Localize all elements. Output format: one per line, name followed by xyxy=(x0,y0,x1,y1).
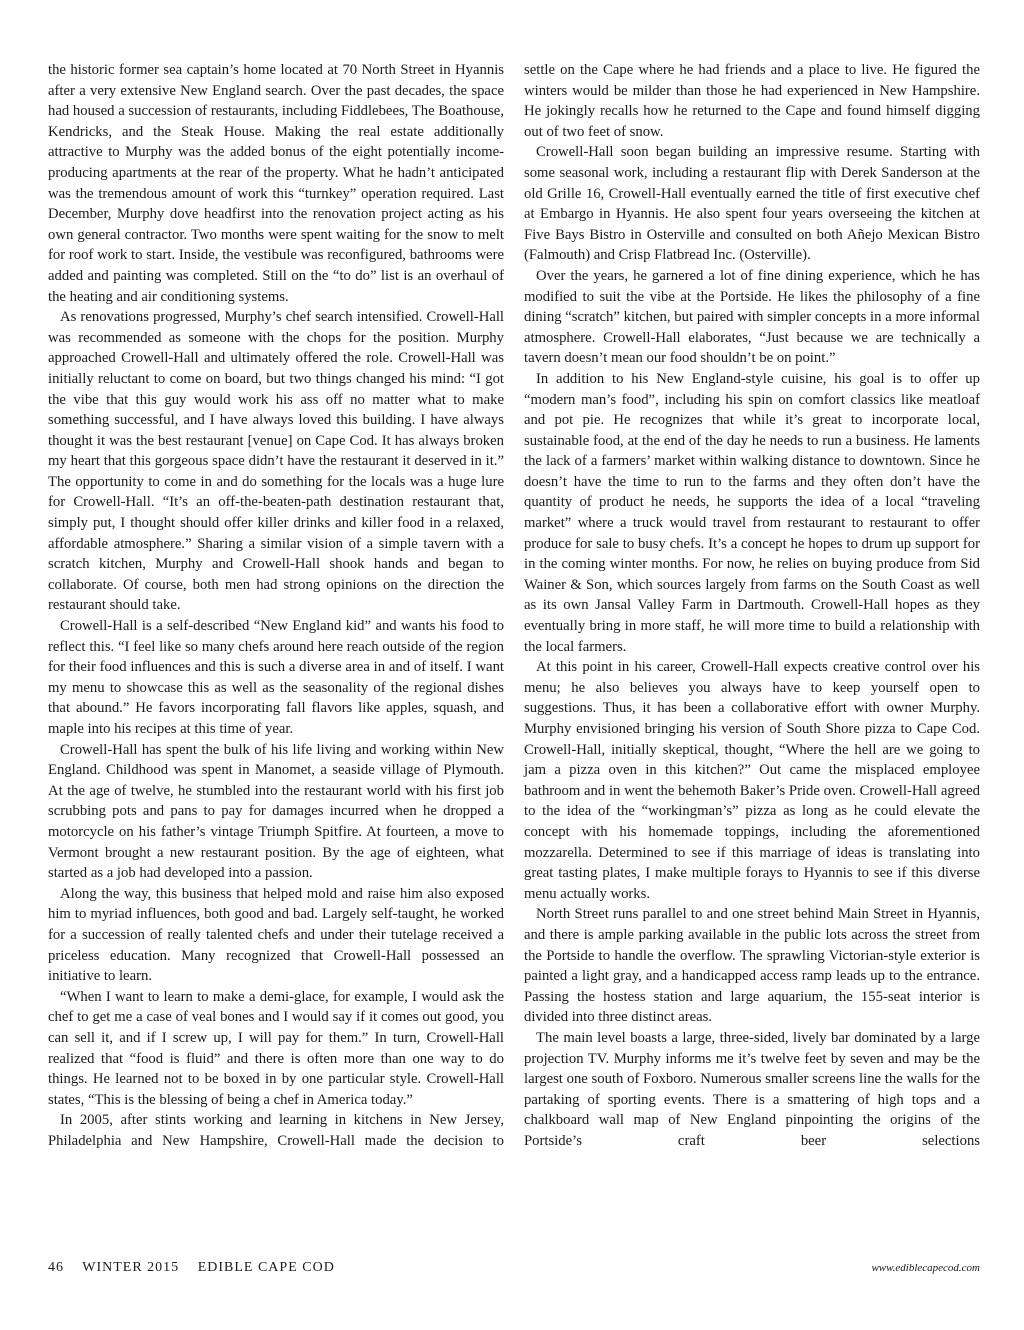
paragraph: In 2005, after stints working and learning in kitchens in New Jersey, Philadelphia and New Hampshire, Crowell-Hall made the decision to xyxy=(48,1112,504,1149)
paragraph: Along the way, this business that helped mold and raise him also exposed him to myriad influences, both good and bad. Largely self-taught, he worked for a succession of really talented chefs and under their tutelage received a priceless education. Many recognized that Crowell-Hall possessed an initiative to learn. xyxy=(48,885,504,985)
paragraph: Crowell-Hall has spent the bulk of his life living and working within New England. Childhood was spent in Manomet, a seaside village of Plymouth. At the age of twelve, he stumbled into the restaurant world with his first job scrubbing pots and pans to pay for damages incurred when he dropped a motorcycle on his father’s vintage Triumph Spitfire. At fourteen, a move to Vermont brought a new restaurant position. By the age of eighteen, what started as a job had developed into a passion. xyxy=(48,741,504,882)
paragraph: At this point in his career, Crowell-Hall expects creative control over his menu; he also believes you always have to keep yourself open to suggestions. Thus, it has been a collaborative effort with owner Murphy. Murphy envisioned bringing his version of South Shore pizza to Cape Cod. Crowell-Hall, initially skeptical, thought, “Where the hell are we going to jam a pizza oven in this kitchen?” Out came the misplaced employee bathroom and in went the behemoth Baker’s Pride oven. Crowell-Hall agreed to the idea of the “workingman’s” pizza as long as he could elevate the concept with his homemade toppings, including the aforementioned mozzarella. Determined to see if this marriage of ideas is translating into great tasting plates, I make multiple forays to Hyannis to see if this diverse menu actually works. xyxy=(524,659,980,902)
paragraph: Crowell-Hall is a self-described “New England kid” and wants his food to reflect this. “I feel like so many chefs around here reach outside of the region for their food influences and this is such a diverse area in and of itself. I want my menu to showcase this as well as the seasonality of the regional dishes that abound.” He favors incorporating fall flavors like apples, squash, and maple into his recipes at this time of year. xyxy=(48,618,504,737)
right-column xyxy=(524,60,980,1260)
paragraph: North Street runs parallel to and one street behind Main Street in Hyannis, and there is ample parking available in the public lots across the street from the Portside to handle the overflow. The sprawling Victorian-style exterior is painted a light gray, and a handicapped access ramp leads up to the entrance. Passing the hostess station and large aquarium, the 155-seat interior is divided into three distinct areas. xyxy=(524,906,980,1026)
paragraph: The main level boasts a large, three-sided, lively bar dominated by a large projection TV. Murphy informs me it’s twelve feet by seven and may be the largest one south of Foxboro. Numerous smaller screens line the walls for the partaking of sporting events. There is a smattering of high tops and a chalkboard wall map of New England pinpointing the origins of the Portside’s craft beer selections xyxy=(524,1029,980,1149)
paragraph: In addition to his New England-style cuisine, his goal is to offer up “modern man’s food”, including his spin on comfort classics like meatloaf and pot pie. He recognizes that while it’s great to incorporate local, sustainable food, at the end of the day he needs to run a business. He laments the lack of a farmers’ market within walking distance to downtown. Since he doesn’t have the time to run to the farms and they often don’t have the quantity of product he needs, he supports the idea of a local “traveling market” where a truck would travel from restaurant to restaurant to offer produce for sale to busy chefs. It’s a concept he hopes to drum up support for in the coming winter months. For now, he relies on buying produce from Sid Wainer & Son, which sources largely from farms on the South Coast as well as its own Jansal Valley Farm in Dartmouth. Crowell-Hall hopes as they eventually bring in more staff, he will more time to build a relationship with the local farmers. xyxy=(524,370,980,655)
issue-label: WINTER 2015 xyxy=(82,1260,180,1275)
publication-name: EDIBLE CAPE COD xyxy=(197,1260,335,1275)
page-number: 46 xyxy=(48,1260,64,1275)
article-body xyxy=(48,60,980,1260)
website-link[interactable]: www.ediblecapecod.com xyxy=(871,1262,980,1274)
page-footer xyxy=(48,1260,980,1280)
paragraph: “When I want to learn to make a demi-glace, for example, I would ask the chef to get me a case of veal bones and I would say if it comes out good, you can sell it, and if I screw up, I will pay for them.” In turn, Crowell-Hall realized that “food is fluid” and there is often more than one way to do things. He learned not to be boxed in by one particular style. Crowell-Hall states, “This is the blessing of being a chef in America today.” xyxy=(48,988,504,1108)
paragraph: As renovations progressed, Murphy’s chef search intensified. Crowell-Hall was recommended as someone with the chops for the position. Murphy approached Crowell-Hall and ultimately offered the role. Crowell-Hall was initially reluctant to come on board, but two things changed his mind: “I got the vibe that this guy would work his ass off no matter what to make something successful, and I have always loved this building. I have always thought it was the best restaurant [venue] on Cape Cod. It has always broken my heart that this gorgeous space didn’t have the restaurant it deserved in it.” The opportunity to come in and do something for the locals was a huge lure for Crowell-Hall. “It’s an off-the-beaten-path destination restaurant that, simply put, I thought should offer killer drinks and killer food in a relaxed, affordable atmosphere.” Sharing a similar vision of a simple tavern with a scratch kitchen, Murphy and Crowell-Hall shook hands and began to collaborate. Of course, both men had strong opinions on the direction the restaurant should take. xyxy=(48,309,504,614)
paragraph: settle on the Cape where he had friends and a place to live. He figured the winters would be milder than those he had experienced in New Hampshire. He jokingly recalls how he returned to the Cape and found himself digging out of two feet of snow. xyxy=(524,62,980,140)
paragraph: Over the years, he garnered a lot of fine dining experience, which he has modified to suit the vibe at the Portside. He likes the philosophy of a fine dining “scratch” kitchen, but paired with simpler concepts in a more informal atmosphere. Crowell-Hall elaborates, “Just because we are technically a tavern doesn’t mean our food shouldn’t be on point.” xyxy=(524,267,980,367)
paragraph: the historic former sea captain’s home located at 70 North Street in Hyannis after a very extensive New England search. Over the past decades, the space had housed a succession of restaurants, including Fiddlebees, The Boathouse, Kendricks, and the Steak House. Making the real estate additionally attractive to Murphy was the added bonus of the eight potentially income-producing apartments at the rear of the property. What he hadn’t anticipated was the tremendous amount of work this “turnkey” operation required. Last December, Murphy dove headfirst into the renovation project acting as his own general contractor. Two months were spent waiting for the snow to melt for roof work to start. Inside, the vestibule was reconfigured, bathrooms were added and painting was completed. Still on the “to do” list is an overhaul of the heating and air conditioning systems. xyxy=(48,62,504,305)
footer-folio xyxy=(48,1260,349,1276)
left-column xyxy=(48,60,504,1260)
paragraph: Crowell-Hall soon began building an impressive resume. Starting with some seasonal work, including a restaurant flip with Derek Sanderson at the old Grille 16, Crowell-Hall eventually earned the title of first executive chef at Embargo in Hyannis. He also spent four years overseeing the kitchen at Five Bays Bistro in Osterville and consulted on both Añejo Mexican Bistro (Falmouth) and Crisp Flatbread Inc. (Osterville). xyxy=(524,144,980,264)
